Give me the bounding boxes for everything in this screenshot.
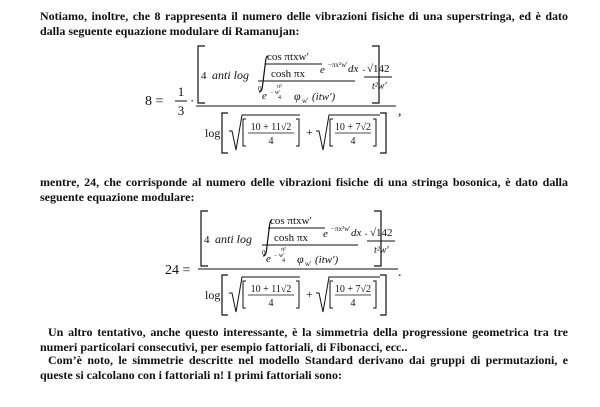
svg-text:+: + bbox=[306, 125, 313, 139]
int-num-8: cos πtxw′ bbox=[267, 51, 309, 63]
t2w-24: t²w′ bbox=[374, 245, 389, 256]
phi-arg-24: (itw′) bbox=[315, 254, 339, 266]
svg-text:4: 4 bbox=[278, 95, 281, 101]
antilog-8: anti log bbox=[212, 68, 250, 82]
exp-base-24: e bbox=[323, 228, 328, 240]
t2w-8: t²w′ bbox=[372, 81, 387, 92]
svg-text:− w′: − w′ bbox=[270, 90, 281, 96]
svg-text:0: 0 bbox=[258, 85, 262, 93]
svg-text:π²: π² bbox=[281, 247, 286, 253]
r1-num-8: 10 + 11√2 bbox=[250, 122, 292, 133]
r2-num-24: 10 + 7√2 bbox=[334, 284, 372, 295]
paragraph-symmetries: Com’è noto, le simmetrie descritte nel modello Standard derivano dai gruppi di permutazioni, e queste si calcolano con i fattoriali n! I primi fattoriali sono: bbox=[40, 353, 568, 382]
e-base-8: e bbox=[262, 90, 267, 102]
svg-text:4: 4 bbox=[282, 258, 285, 264]
r1-den-8: 4 bbox=[268, 136, 274, 147]
exp-pow-8: −πx²w′ bbox=[328, 61, 348, 69]
int-num-24: cos πtxw′ bbox=[270, 215, 312, 227]
coef-den: 3 bbox=[177, 103, 185, 118]
four-8: 4 bbox=[201, 70, 207, 82]
four-24: 4 bbox=[204, 234, 210, 246]
r1-num-24: 10 + 11√2 bbox=[250, 284, 292, 295]
phi-24: φ bbox=[297, 252, 304, 266]
svg-text:− w′: − w′ bbox=[274, 253, 285, 259]
r1-den-24: 4 bbox=[268, 298, 274, 309]
paragraph-attempt: Un altro tentativo, anche questo interessante, è la simmetria della progressione geometrica tra tre numeri particolari consecutivi, per esempio fattoriali, di Fibonacci, ecc.. bbox=[40, 325, 568, 354]
r2-den-8: 4 bbox=[350, 136, 356, 147]
sqrt142-8: √142 bbox=[367, 63, 390, 75]
svg-text:+: + bbox=[306, 287, 313, 301]
exp-base-8: e bbox=[320, 64, 325, 76]
phi-arg-8: (itw′) bbox=[312, 91, 336, 103]
paragraph-mid: mentre, 24, che corrisponde al numero delle vibrazioni fisiche di una stringa bosonica, è dato dalla seguente equazione modulare: bbox=[40, 175, 568, 204]
dx-24: dx bbox=[351, 227, 362, 239]
coef-dot: · bbox=[190, 93, 195, 108]
log-24: log bbox=[205, 288, 221, 302]
svg-text:·: · bbox=[364, 227, 368, 241]
log-8: log bbox=[205, 126, 221, 140]
paragraph-intro: Notiamo, inoltre, che 8 rappresenta il numero delle vibrazioni fisiche di una superstringa, ed è dato dalla seguente equazione modulare di Ramanujan: bbox=[40, 9, 568, 38]
antilog-24: anti log bbox=[215, 232, 253, 246]
e-base-24: e bbox=[266, 253, 271, 265]
svg-text:w′: w′ bbox=[302, 97, 309, 105]
svg-text:,: , bbox=[398, 104, 402, 119]
svg-text:0: 0 bbox=[262, 249, 266, 257]
int-den-24: cosh πx bbox=[274, 232, 308, 244]
svg-text:π²: π² bbox=[277, 84, 282, 90]
lhs-24: 24 = bbox=[165, 263, 191, 278]
r2-num-8: 10 + 7√2 bbox=[334, 122, 372, 133]
int-den-8: cosh πx bbox=[271, 68, 305, 80]
dx-8: dx bbox=[348, 63, 359, 75]
svg-text:.: . bbox=[398, 265, 402, 280]
r2-den-24: 4 bbox=[350, 298, 356, 309]
exp-pow-24: −πx²w′ bbox=[331, 225, 351, 233]
phi-8: φ bbox=[294, 89, 301, 103]
lhs-8: 8 = bbox=[145, 94, 164, 109]
svg-text:·: · bbox=[362, 63, 366, 77]
sqrt142-24: √142 bbox=[370, 227, 393, 239]
svg-text:w′: w′ bbox=[305, 260, 312, 268]
coef-num: 1 bbox=[177, 84, 185, 99]
